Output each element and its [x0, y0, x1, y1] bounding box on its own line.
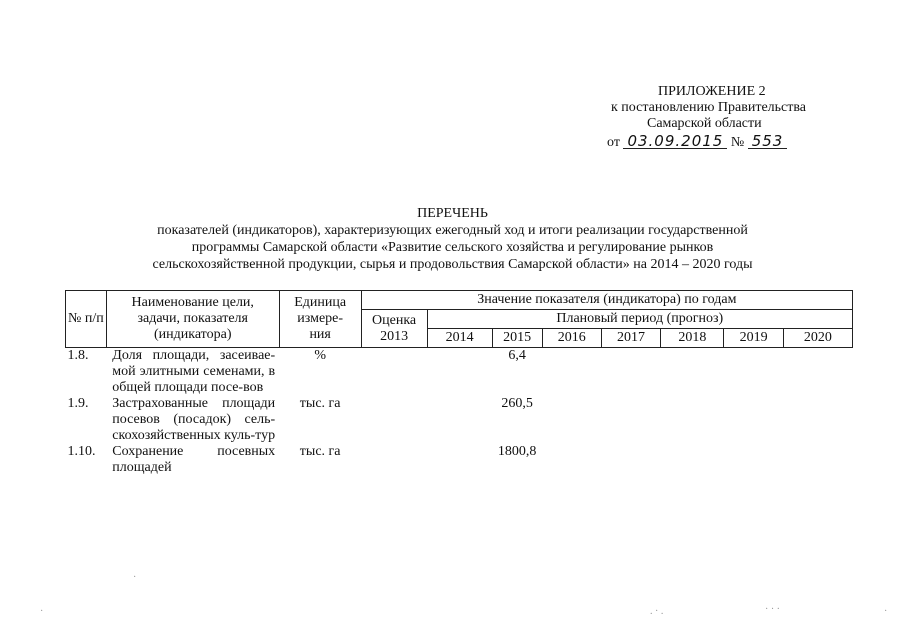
row-name: Доля площади, засеивае-мой элитными семенами, в общей площади посе-вов	[112, 348, 276, 395]
number-label: №	[730, 135, 745, 150]
document-subtitle-line-2: программы Самарской области «Развитие сельского хозяйства и регулирование рынков	[191, 240, 714, 255]
header-year: 2018	[661, 329, 724, 348]
header-plan: Плановый период (прогноз)	[427, 310, 852, 329]
row-unit: %	[314, 348, 326, 363]
row-value-2015: 260,5	[501, 396, 533, 411]
scan-speck: ·	[40, 606, 44, 617]
table-row	[66, 444, 853, 476]
header-unit: Единица измере-ния	[279, 291, 361, 348]
handwritten-date: 03.09.2015	[623, 134, 727, 149]
header-year: 2014	[427, 329, 492, 348]
table-row	[66, 348, 853, 397]
appendix-date-line	[607, 134, 787, 151]
appendix-resolution-line: к постановлению Правительства	[611, 100, 807, 115]
scan-speck: · · ·	[765, 604, 780, 615]
row-number: 1.9.	[67, 396, 89, 411]
row-name: Застрахованные площади посевов (посадок) сель-скохозяйственных куль-тур	[112, 396, 276, 443]
document-subtitle-line-1: показателей (индикаторов), характеризующих ежегодный ход и итоги реализации государственной	[157, 223, 748, 238]
indicators-table	[65, 290, 853, 476]
from-label: от	[607, 135, 620, 150]
header-estimate: Оценка 2013	[361, 310, 427, 348]
header-year: 2019	[724, 329, 783, 348]
document-title: ПЕРЕЧЕНЬ	[417, 206, 488, 221]
row-number: 1.8.	[67, 348, 89, 363]
appendix-title: ПРИЛОЖЕНИЕ 2	[658, 84, 766, 99]
handwritten-number: 553	[748, 134, 788, 149]
header-year: 2020	[783, 329, 852, 348]
header-values: Значение показателя (индикатора) по годам	[361, 291, 852, 310]
row-value-2015: 1800,8	[497, 444, 537, 459]
header-year: 2015	[492, 329, 542, 348]
header-num: № п/п	[66, 291, 107, 348]
document-subtitle-line-3: сельскохозяйственной продукции, сырья и продовольствия Самарской области» на 2014 – 2020 годы	[152, 257, 753, 272]
table-row	[66, 396, 853, 444]
header-name: Наименование цели, задачи, показателя (индикатора)	[106, 291, 279, 348]
scan-speck: ·	[133, 572, 137, 583]
scan-speck: . · .	[650, 606, 664, 617]
row-name: Сохранение посевных площадей	[112, 444, 276, 475]
header-year: 2017	[601, 329, 660, 348]
scan-speck: ·	[884, 606, 888, 617]
row-number: 1.10.	[67, 444, 96, 459]
row-value-2015: 6,4	[508, 348, 526, 363]
appendix-region-line: Самарской области	[647, 116, 762, 131]
row-unit: тыс. га	[299, 396, 341, 411]
header-year: 2016	[542, 329, 601, 348]
row-unit: тыс. га	[299, 444, 341, 459]
